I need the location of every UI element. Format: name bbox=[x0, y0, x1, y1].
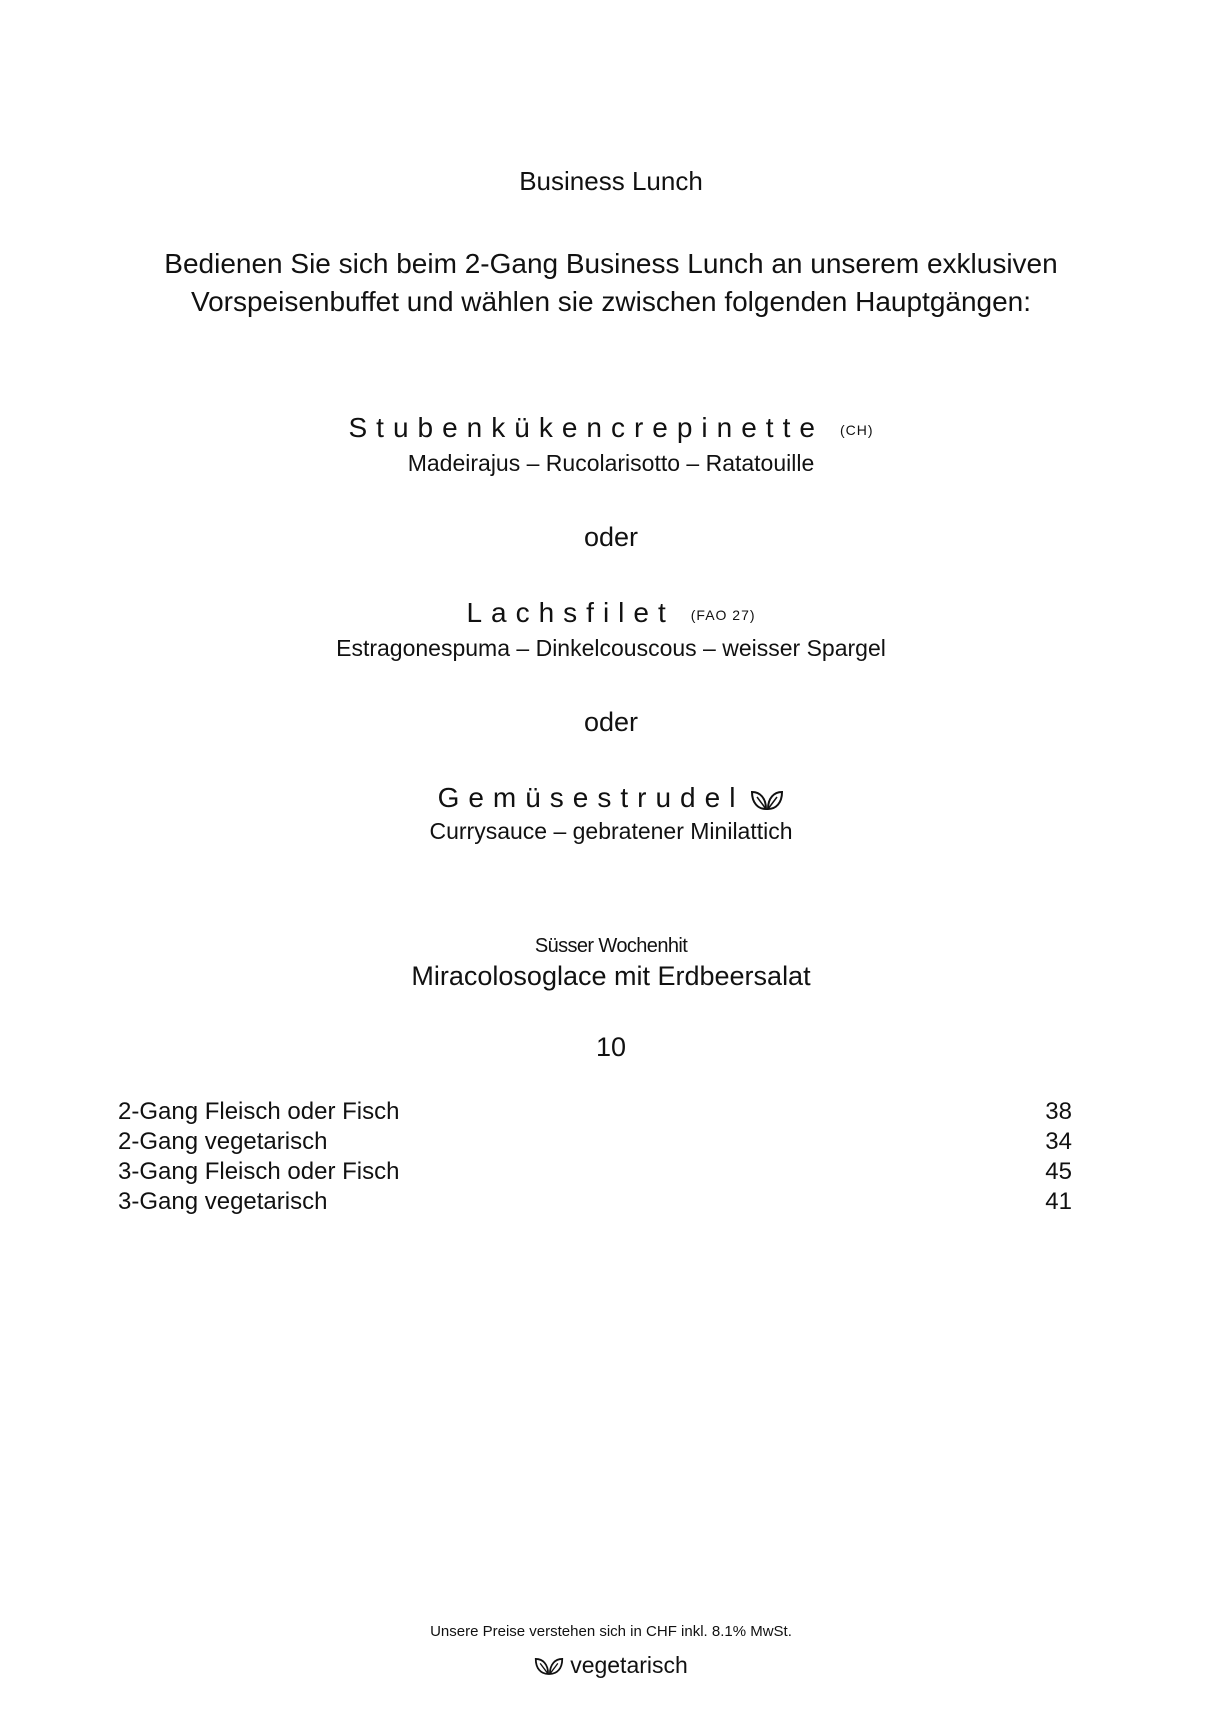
dessert-name: Miracolosoglace mit Erdbeersalat bbox=[411, 961, 811, 991]
leaf-icon bbox=[750, 789, 784, 811]
price-row bbox=[118, 1097, 1072, 1127]
dessert-price: 10 bbox=[595, 1032, 627, 1062]
dish-1-description: Madeirajus – Rucolarisotto – Ratatouille bbox=[407, 450, 815, 476]
price-row bbox=[118, 1127, 1072, 1157]
legend-label: vegetarisch bbox=[570, 1652, 688, 1678]
price-list bbox=[118, 1097, 1072, 1217]
dish-2-name: Lachsfilet bbox=[466, 597, 675, 628]
price-value: 45 bbox=[1045, 1158, 1072, 1185]
intro-text bbox=[0, 245, 1222, 321]
page-title: Business Lunch bbox=[519, 166, 703, 196]
dish-3 bbox=[0, 780, 1222, 846]
price-value: 38 bbox=[1045, 1098, 1072, 1125]
price-label: 2-Gang Fleisch oder Fisch bbox=[118, 1098, 400, 1125]
intro-line-2: Vorspeisenbuffet und wählen sie zwischen folgenden Hauptgängen: bbox=[190, 286, 1032, 317]
intro-line-1: Bedienen Sie sich beim 2-Gang Business Lunch an unserem exklusiven bbox=[164, 248, 1058, 279]
price-note: Unsere Preise verstehen sich in CHF inkl. 8.1% MwSt. bbox=[430, 1623, 792, 1640]
price-value: 41 bbox=[1045, 1188, 1072, 1215]
dish-3-description: Currysauce – gebratener Minilattich bbox=[429, 818, 793, 844]
separator-2: oder bbox=[583, 707, 639, 737]
dessert bbox=[0, 933, 1222, 993]
dish-2-origin: (FAO 27) bbox=[690, 607, 756, 623]
price-row bbox=[118, 1157, 1072, 1187]
dish-1-name: Stubenkükencrepinette bbox=[348, 412, 824, 443]
separator-1: oder bbox=[583, 522, 639, 552]
price-label: 3-Gang vegetarisch bbox=[118, 1188, 328, 1215]
dish-3-name: Gemüsestrudel bbox=[437, 782, 745, 813]
dish-1 bbox=[0, 410, 1222, 478]
price-label: 2-Gang vegetarisch bbox=[118, 1128, 328, 1155]
price-row bbox=[118, 1187, 1072, 1217]
dessert-label: Süsser Wochenhit bbox=[534, 935, 688, 957]
legend bbox=[0, 1650, 1222, 1680]
leaf-icon bbox=[534, 1656, 564, 1676]
price-label: 3-Gang Fleisch oder Fisch bbox=[118, 1158, 400, 1185]
dish-2 bbox=[0, 595, 1222, 663]
dish-1-origin: (CH) bbox=[839, 422, 874, 438]
dish-2-description: Estragonespuma – Dinkelcouscous – weisser Spargel bbox=[336, 635, 886, 661]
price-value: 34 bbox=[1045, 1128, 1072, 1155]
